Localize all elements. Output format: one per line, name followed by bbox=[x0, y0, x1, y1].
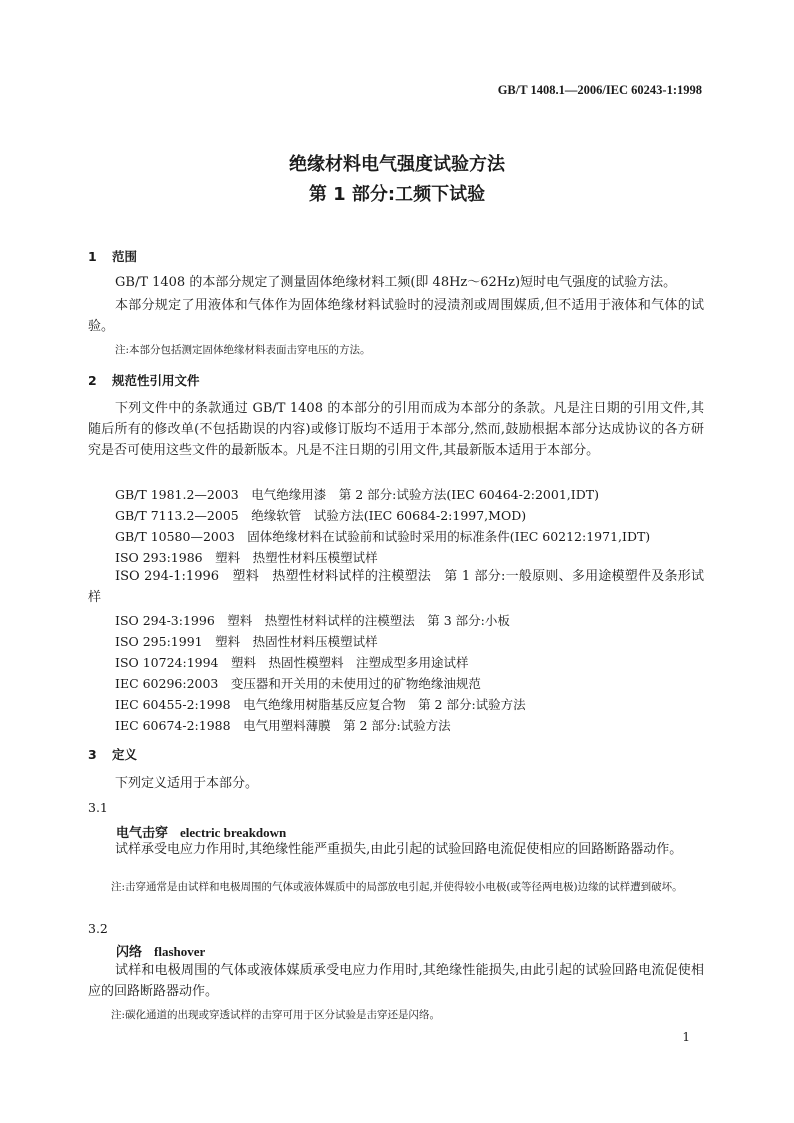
page-subtitle: 第 1 部分:工频下试验 bbox=[308, 184, 486, 205]
page-title: 绝缘材料电气强度试验方法 bbox=[289, 154, 505, 175]
reference-item: ISO 295:1991 塑料 热固性材料压模塑试样 bbox=[115, 634, 378, 649]
definition-note: 注:碳化通道的出现或穿透试样的击穿可用于区分试验是击穿还是闪络。 bbox=[111, 1009, 441, 1021]
page-number: 1 bbox=[682, 1030, 690, 1044]
section-heading-normative-references bbox=[88, 371, 200, 389]
section-title: 规范性引用文件 bbox=[112, 373, 200, 388]
reference-item: GB/T 1981.2—2003 电气绝缘用漆 第 2 部分:试验方法(IEC 60464-2:2001,IDT) bbox=[115, 487, 599, 502]
term-english: flashover bbox=[154, 944, 206, 959]
reference-item: ISO 294-1:1996 塑料 热塑性材料试样的注模塑法 第 1 部分:一般原则、多用途模塑件及条形试样 bbox=[88, 569, 704, 605]
normative-intro: 下列文件中的条款通过 GB/T 1408 的本部分的引用而成为本部分的条款。凡是注日期的引用文件,其随后所有的修改单(不包括勘误的内容)或修订版均不适用于本部分,然而,鼓励根据本部分达成协议的各方研究是否可使用这些文件的最新版本。凡是不注日期的引用文件,其最新版本适用于本部分。 bbox=[88, 401, 704, 458]
reference-item: IEC 60296:2003 变压器和开关用的未使用过的矿物绝缘油规范 bbox=[115, 676, 481, 691]
reference-item: ISO 10724:1994 塑料 热固性模塑料 注塑成型多用途试样 bbox=[115, 655, 469, 670]
reference-item: GB/T 10580—2003 固体绝缘材料在试验前和试验时采用的标准条件(IEC 60212:1971,IDT) bbox=[115, 529, 651, 544]
reference-item: IEC 60674-2:1988 电气用塑料薄膜 第 2 部分:试验方法 bbox=[115, 718, 451, 733]
term-chinese: 电气击穿 bbox=[116, 826, 169, 841]
clause-number: 3.2 bbox=[88, 921, 108, 936]
reference-item: ISO 293:1986 塑料 热塑性材料压模塑试样 bbox=[115, 550, 378, 565]
section-number: 1 bbox=[88, 249, 97, 264]
standard-code-header: GB/T 1408.1—2006/IEC 60243-1:1998 bbox=[497, 83, 702, 97]
section-number: 2 bbox=[88, 373, 97, 388]
note-text: 注:击穿通常是由试样和电极周围的气体或液体媒质中的局部放电引起,并使得较小电极(或等径两电极)边缘的试样遭到破坏。 bbox=[111, 881, 683, 893]
reference-item: IEC 60455-2:1998 电气绝缘用树脂基反应复合物 第 2 部分:试验方法 bbox=[115, 697, 526, 712]
term-english: electric breakdown bbox=[180, 825, 287, 840]
definition-note bbox=[111, 877, 705, 898]
section-heading-scope bbox=[88, 247, 137, 265]
section-heading-definitions bbox=[88, 745, 137, 763]
definitions-intro: 下列定义适用于本部分。 bbox=[115, 776, 259, 791]
scope-note: 注:本部分包括测定固体绝缘材料表面击穿电压的方法。 bbox=[115, 344, 371, 356]
scope-paragraph-2: 本部分规定了用液体和气体作为固体绝缘材料试验时的浸渍剂或周围媒质,但不适用于液体和气体的试验。 bbox=[88, 298, 704, 334]
scope-paragraph-1: GB/T 1408 的本部分规定了测量固体绝缘材料工频(即 48Hz～62Hz)短时电气强度的试验方法。 bbox=[115, 275, 677, 290]
term-heading bbox=[116, 941, 205, 960]
section-title: 定义 bbox=[112, 747, 138, 762]
clause-number: 3.1 bbox=[88, 800, 108, 815]
term-chinese: 闪络 bbox=[116, 945, 143, 960]
definition-text: 试样承受电应力作用时,其绝缘性能严重损失,由此引起的试验回路电流促使相应的回路断路器动作。 bbox=[115, 842, 683, 857]
reference-item: GB/T 7113.2—2005 绝缘软管 试验方法(IEC 60684-2:1997,MOD) bbox=[115, 508, 527, 523]
definition-text: 试样和电极周围的气体或液体媒质承受电应力作用时,其绝缘性能损失,由此引起的试验回路电流促使相应的回路断路器动作。 bbox=[88, 963, 704, 999]
section-title: 范围 bbox=[112, 249, 138, 264]
reference-item: ISO 294-3:1996 塑料 热塑性材料试样的注模塑法 第 3 部分:小板 bbox=[115, 613, 510, 628]
section-number: 3 bbox=[88, 747, 97, 762]
